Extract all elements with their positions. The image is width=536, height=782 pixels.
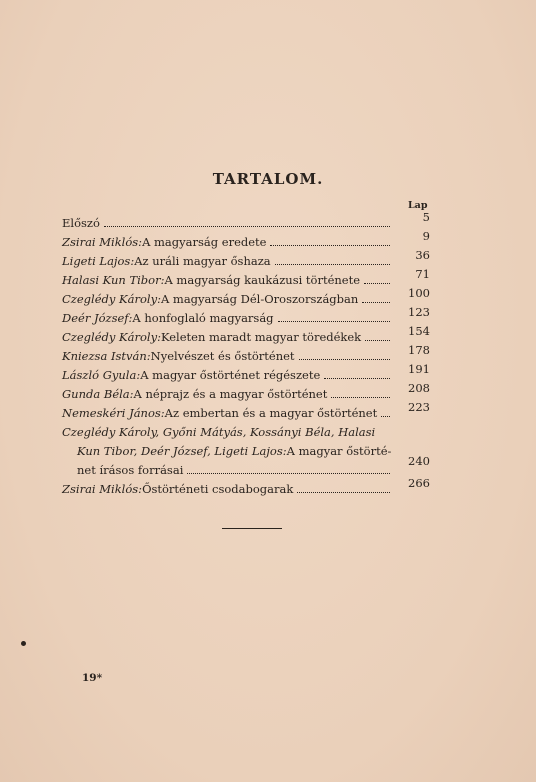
- toc-entry-line: [62, 252, 394, 271]
- toc-entry-line: [62, 309, 394, 328]
- toc-entry: [62, 400, 432, 423]
- toc-author: Zsirai Miklós:: [62, 235, 143, 249]
- dot-leader: [275, 264, 390, 265]
- toc-entry-line: [62, 423, 394, 442]
- toc-page-number: 240: [408, 454, 430, 468]
- toc-author: Nemeskéri János:: [62, 406, 165, 420]
- toc-chapter-title: Nyelvészet és őstörténet: [150, 349, 295, 363]
- toc-page-number: 191: [408, 362, 430, 376]
- dot-leader: [381, 416, 390, 417]
- toc-author: Kun Tibor, Deér József, Ligeti Lajos:: [77, 444, 287, 458]
- toc-page-number: 123: [408, 305, 430, 319]
- toc-entry: [62, 476, 432, 499]
- table-of-contents: [62, 210, 432, 499]
- toc-author: Czeglédy Károly:: [62, 292, 161, 306]
- divider-rule: [222, 528, 282, 529]
- dot-leader: [104, 226, 390, 227]
- toc-page-number: 100: [408, 286, 430, 300]
- toc-chapter-title: Őstörténeti csodabogarak: [142, 482, 294, 496]
- dot-leader: [364, 283, 390, 284]
- ink-spot: [21, 641, 26, 646]
- toc-chapter-title: A magyarság eredete: [142, 235, 267, 249]
- page-column-label: Lap: [408, 200, 428, 211]
- toc-page-number: 178: [408, 343, 430, 357]
- toc-entry-line: [62, 461, 394, 480]
- toc-chapter-title: net írásos forrásai: [77, 463, 184, 477]
- toc-author: László Gyula:: [62, 368, 141, 382]
- toc-entry-line: [62, 404, 394, 423]
- toc-entry: [62, 267, 432, 290]
- toc-author: Czeglédy Károly:: [62, 330, 161, 344]
- toc-chapter-title: A magyarság Dél-Oroszországban: [160, 292, 359, 306]
- toc-entry: [62, 343, 432, 366]
- page-title: TARTALOM.: [212, 170, 324, 188]
- toc-author: Czeglédy Károly, Győni Mátyás, Kossányi Béla, Halasi: [62, 425, 376, 439]
- toc-page-number: 36: [415, 248, 430, 262]
- dot-leader: [187, 473, 390, 474]
- toc-entry: [62, 381, 432, 404]
- toc-entry-line: [62, 480, 394, 499]
- dot-leader: [299, 359, 390, 360]
- toc-entry: [62, 248, 432, 271]
- toc-chapter-title: Keleten maradt magyar töredékek: [160, 330, 362, 344]
- toc-chapter-title: Az embertan és a magyar őstörténet: [164, 406, 378, 420]
- toc-entry: [62, 305, 432, 328]
- toc-chapter-title: A magyar őstörténet régészete: [140, 368, 321, 382]
- toc-author: Gunda Béla:: [62, 387, 134, 401]
- toc-page-number: 266: [408, 476, 430, 490]
- toc-author: Halasi Kun Tibor:: [62, 273, 165, 287]
- toc-chapter-title: A magyarság kaukázusi története: [164, 273, 361, 287]
- toc-entry-multi: [62, 423, 432, 480]
- toc-author: Ligeti Lajos:: [62, 254, 135, 268]
- toc-entry-line: [62, 347, 394, 366]
- toc-entry: [62, 210, 432, 233]
- toc-entry: [62, 362, 432, 385]
- toc-chapter-title: A honfoglaló magyarság: [132, 311, 274, 325]
- toc-chapter-title: A magyar őstörté-: [286, 444, 392, 458]
- dot-leader: [324, 378, 390, 379]
- toc-entry: [62, 286, 432, 309]
- toc-entry-line: [62, 366, 394, 385]
- toc-author: Deér József:: [62, 311, 133, 325]
- toc-entry-line: [62, 385, 394, 404]
- toc-entry-line: [62, 233, 394, 252]
- toc-page-number: 5: [422, 210, 430, 224]
- toc-author: Zsirai Miklós:: [62, 482, 143, 496]
- toc-page-number: 223: [408, 400, 430, 414]
- dot-leader: [278, 321, 390, 322]
- dot-leader: [297, 492, 390, 493]
- toc-entry-line: [62, 214, 394, 233]
- toc-author: Kniezsa István:: [62, 349, 151, 363]
- signature-mark: 19*: [82, 672, 103, 684]
- dot-leader: [362, 302, 390, 303]
- toc-page-number: 9: [422, 229, 430, 243]
- toc-entry-line: [62, 290, 394, 309]
- toc-entry: [62, 324, 432, 347]
- toc-page-number: 71: [415, 267, 430, 281]
- toc-chapter-title: Előszó: [62, 216, 100, 230]
- toc-chapter-title: Az uráli magyar őshaza: [134, 254, 271, 268]
- toc-page-number: 154: [408, 324, 430, 338]
- dot-leader: [331, 397, 390, 398]
- toc-entry-line: [62, 442, 394, 461]
- toc-entry: [62, 229, 432, 252]
- toc-entry-line: [62, 271, 394, 290]
- toc-entry-line: [62, 328, 394, 347]
- dot-leader: [365, 340, 390, 341]
- toc-chapter-title: A néprajz és a magyar őstörténet: [133, 387, 328, 401]
- dot-leader: [270, 245, 390, 246]
- toc-page-number: 208: [408, 381, 430, 395]
